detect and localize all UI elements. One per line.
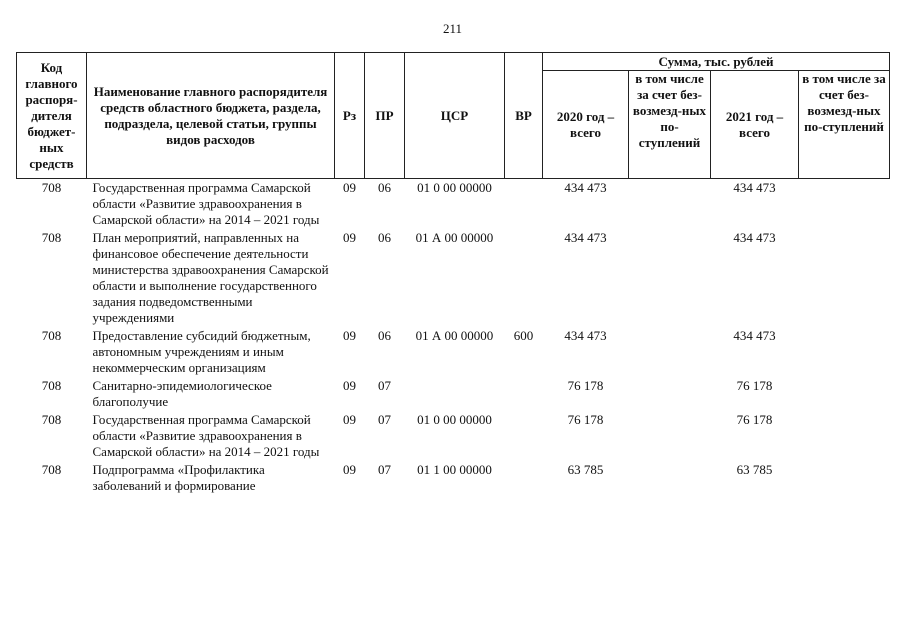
table-header bbox=[17, 53, 890, 179]
budget-table bbox=[16, 52, 890, 495]
cell-2020-total: 434 473 bbox=[564, 328, 607, 343]
header-code: Код главного распоря-дителя бюджет-ных средств bbox=[17, 53, 87, 179]
table-row bbox=[17, 377, 890, 411]
cell-name: Санитарно-эпидемиологическое благополучие bbox=[92, 378, 272, 409]
cell-name: Предоставление субсидий бюджетным, автономным учреждениям и иным некоммерческим организациям bbox=[92, 328, 311, 375]
cell-2021-free bbox=[799, 229, 890, 327]
cell-2021-free bbox=[799, 179, 890, 230]
cell-2021-total: 63 785 bbox=[736, 462, 773, 477]
cell-csr: 01 0 00 00000 bbox=[417, 180, 492, 195]
cell-2020-free bbox=[629, 327, 711, 377]
cell-2020-free bbox=[629, 179, 711, 230]
header-sum-group: Сумма, тыс. рублей bbox=[543, 53, 890, 71]
cell-pr: 07 bbox=[378, 462, 391, 477]
cell-vr bbox=[505, 179, 543, 230]
page-number: 211 bbox=[442, 21, 463, 36]
header-pr: ПР bbox=[365, 53, 405, 179]
cell-vr bbox=[505, 461, 543, 495]
cell-vr bbox=[505, 229, 543, 327]
table-row bbox=[17, 461, 890, 495]
header-2020-free: в том числе за счет без-возмезд-ных по-ступлений bbox=[629, 71, 711, 179]
cell-csr: 01 0 00 00000 bbox=[417, 412, 492, 427]
cell-csr: 01 А 00 00000 bbox=[415, 328, 494, 343]
header-2020-total: 2020 год – всего bbox=[543, 71, 629, 179]
cell-2020-total: 434 473 bbox=[564, 230, 607, 245]
table-row bbox=[17, 179, 890, 230]
cell-2021-total: 434 473 bbox=[733, 180, 776, 195]
cell-name: Государственная программа Самарской области «Развитие здравоохранения в Самарской области» на 2014 – 2021 годы bbox=[92, 412, 320, 459]
header-rz: Рз bbox=[335, 53, 365, 179]
table-row bbox=[17, 229, 890, 327]
cell-rz: 09 bbox=[343, 180, 356, 195]
cell-2020-total: 76 178 bbox=[567, 412, 604, 427]
cell-2021-total: 76 178 bbox=[736, 412, 773, 427]
cell-2021-free bbox=[799, 461, 890, 495]
table-body bbox=[17, 179, 890, 496]
cell-pr: 07 bbox=[378, 412, 391, 427]
cell-code: 708 bbox=[41, 180, 62, 195]
cell-rz: 09 bbox=[343, 412, 356, 427]
cell-2020-free bbox=[629, 461, 711, 495]
cell-pr: 06 bbox=[378, 328, 391, 343]
cell-2021-free bbox=[799, 411, 890, 461]
cell-2020-total: 63 785 bbox=[567, 462, 604, 477]
table-row bbox=[17, 327, 890, 377]
cell-csr: 01 А 00 00000 bbox=[415, 230, 494, 245]
cell-rz: 09 bbox=[343, 462, 356, 477]
cell-pr: 06 bbox=[378, 230, 391, 245]
cell-code: 708 bbox=[41, 328, 62, 343]
header-2021-free: в том числе за счет без-возмезд-ных по-ступлений bbox=[799, 71, 890, 179]
cell-2020-total: 76 178 bbox=[567, 378, 604, 393]
cell-name: Подпрограмма «Профилактика заболеваний и формирование bbox=[92, 462, 265, 493]
table-row bbox=[17, 411, 890, 461]
cell-code: 708 bbox=[41, 462, 62, 477]
cell-csr: 01 1 00 00000 bbox=[417, 462, 492, 477]
cell-2020-free bbox=[629, 411, 711, 461]
cell-2020-total: 434 473 bbox=[564, 180, 607, 195]
cell-vr bbox=[505, 411, 543, 461]
cell-2021-free bbox=[799, 327, 890, 377]
cell-2021-free bbox=[799, 377, 890, 411]
cell-2020-free bbox=[629, 377, 711, 411]
cell-code: 708 bbox=[41, 230, 62, 245]
cell-2021-total: 434 473 bbox=[733, 230, 776, 245]
cell-vr: 600 bbox=[513, 328, 534, 343]
cell-2021-total: 76 178 bbox=[736, 378, 773, 393]
header-vr: ВР bbox=[505, 53, 543, 179]
cell-2021-total: 434 473 bbox=[733, 328, 776, 343]
header-name: Наименование главного распорядителя средств областного бюджета, раздела, подраздела, целевой статьи, группы видов расходов bbox=[87, 53, 335, 179]
header-2021-total: 2021 год – всего bbox=[711, 71, 799, 179]
cell-code: 708 bbox=[41, 412, 62, 427]
header-csr: ЦСР bbox=[405, 53, 505, 179]
cell-name: План мероприятий, направленных на финансовое обеспечение деятельности министерства здравоохранения Самарской области и выполнение государственного задания подведомственными учреждениями bbox=[92, 230, 329, 325]
cell-2020-free bbox=[629, 229, 711, 327]
cell-pr: 06 bbox=[378, 180, 391, 195]
cell-rz: 09 bbox=[343, 328, 356, 343]
cell-vr bbox=[505, 377, 543, 411]
cell-name: Государственная программа Самарской области «Развитие здравоохранения в Самарской области» на 2014 – 2021 годы bbox=[92, 180, 320, 227]
cell-code: 708 bbox=[41, 378, 62, 393]
cell-rz: 09 bbox=[343, 378, 356, 393]
cell-rz: 09 bbox=[343, 230, 356, 245]
cell-csr bbox=[405, 377, 505, 411]
cell-pr: 07 bbox=[378, 378, 391, 393]
